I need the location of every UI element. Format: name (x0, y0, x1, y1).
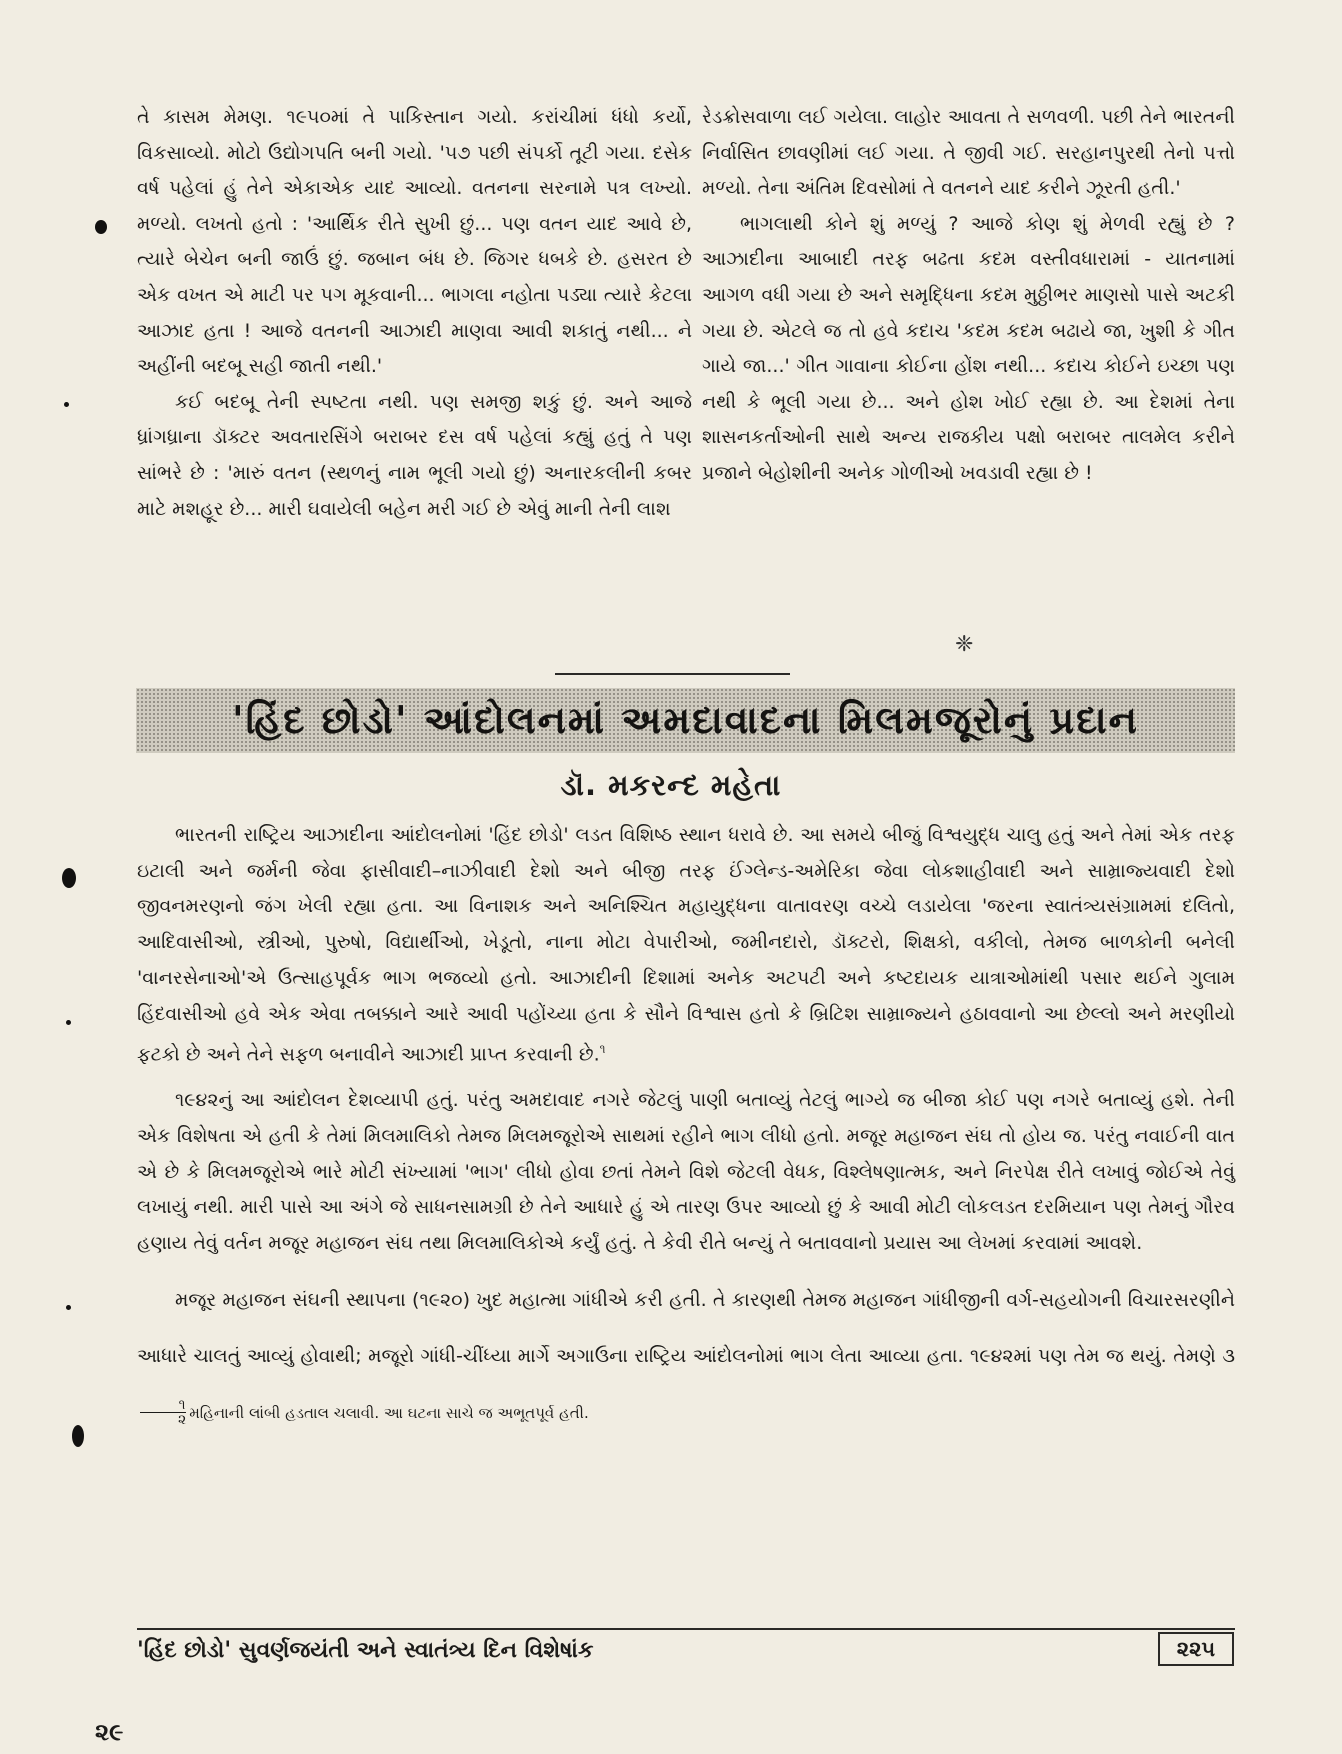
article-paragraph-3 (137, 1272, 1235, 1441)
right-column (702, 100, 1235, 492)
right-paragraph-2: ભાગલાથી કોને શું મળ્યું ? આજે કોણ શું મેળવી રહ્યું છે ? આઝાદીના આબાદી તરફ બઢતા કદમ વસ્તીવધારામાં - યાતનામાં આગળ વધી ગયા છે અને સમૃદ્ધિના કદમ મુઠ્ઠીભર માણસો પાસે અટકી ગયા છે. એટલે જ તો હવે કદાચ 'કદમ કદમ બઢાયે જા, ખુશી કે ગીત ગાયે જા...' ગીત ગાવાના કોઈના હોંશ નથી... કદાચ કોઈને ઇચ્છા પણ નથી કે ભૂલી ગયા છે... અને હોશ ખોઈ રહ્યા છે. આ દેશમાં તેના શાસનકર્તાઓની સાથે અન્ય રાજકીય પક્ષો બરાબર તાલમેલ કરીને પ્રજાને બેહોશીની અનેક ગોળીઓ ખવડાવી રહ્યા છે ! (702, 212, 1235, 484)
article-paragraph-2: ૧૯૪૨નું આ આંદોલન દેશવ્યાપી હતું. પરંતુ અમદાવાદ નગરે જેટલું પાણી બતાવ્યું તેટલું ભાગ્યે જ બીજા કોઈ પણ નગરે બતાવ્યું હશે. તેની એક વિશેષતા એ હતી કે તેમાં મિલમાલિકો તેમજ મિલમજૂરોએ સાથમાં રહીને ભાગ લીધો હતો. મજૂર મહાજન સંઘ તો હોય જ. પરંતુ નવાઈની વાત એ છે કે મિલમજૂરોએ ભારે મોટી સંખ્યામાં 'ભાગ' લીધો હોવા છતાં તેમને વિશે જેટલી વેધક, વિશ્લેષણાત્મક, અને નિરપેક્ષ રીતે લખાવું જોઈએ તેવું લખાયું નથી. મારી પાસે આ અંગે જે સાધનસામગ્રી છે તેને આધારે હું એ તારણ ઉપર આવ્યો છું કે આવી મોટી લોકલડત દરમિયાન પણ તેમનું ગૌરવ હણાય તેવું વર્તન મજૂર મહાજન સંઘ તથા મિલમાલિકોએ કર્યું હતું. તે કેવી રીતે બન્યું તે બતાવવાનો પ્રયાસ આ લેખમાં કરવામાં આવશે. (137, 1089, 1235, 1255)
article-author: ડૉ. મકરન્દ મહેતા (560, 768, 782, 802)
footer-divider (137, 1628, 1235, 1630)
ink-dot-icon (64, 402, 69, 407)
sheet-number: ૨૯ (95, 1718, 124, 1746)
section-end-ornament-icon: ❈ (955, 632, 974, 657)
page-number-box: ૨૨૫ (1158, 1632, 1234, 1666)
left-paragraph-2: કઈ બદબૂ તેની સ્પષ્ટતા નથી. પણ સમજી શકું છું. અને આજે ધ્રાંગધ્રાના ડૉક્ટર અવતારસિંગે બરાબર દસ વર્ષ પહેલાં કહ્યું હતું તે પણ સાંભરે છે : 'મારું વતન (સ્થળનું નામ ભૂલી ગયો છું) અનારકલીની કબર માટે મશહૂર છે... મારી ઘવાયેલી બહેન મરી ગઈ છે એવું માની તેની લાશ (137, 390, 692, 520)
section-divider (555, 673, 790, 675)
right-paragraph-1: રેડક્રોસવાળા લઈ ગયેલા. લાહોર આવતા તે સળવળી. પછી તેને ભારતની નિર્વાસિત છાવણીમાં લઈ ગયા. તે જીવી ગઈ. સરહાનપુરથી તેનો પત્તો મળ્યો. તેના અંતિમ દિવસોમાં તે વતનને યાદ કરીને ઝૂરતી હતી.' (702, 106, 1235, 200)
article-title: 'હિંદ છોડો' આંદોલનમાં અમદાવાદના મિલમજૂરોનું પ્રદાન (232, 698, 1139, 742)
article-body (137, 818, 1235, 1451)
fraction-numerator: ૧ (140, 1398, 186, 1413)
left-paragraph-1: તે કાસમ મેમણ. ૧૯૫૦માં તે પાકિસ્તાન ગયો. કરાંચીમાં ધંધો કર્યો, વિકસાવ્યો. મોટો ઉદ્યોગપતિ બની ગયો. '૫૭ પછી સંપર્કો તૂટી ગયા. દસેક વર્ષ પહેલાં હું તેને એકાએક યાદ આવ્યો. વતનના સરનામે પત્ર લખ્યો. મળ્યો. લખતો હતો : 'આર્થિક રીતે સુખી છું... પણ વતન યાદ આવે છે, ત્યારે બેચેન બની જાઉં છું. જબાન બંધ છે. જિગર ધબકે છે. હસરત છે એક વખત એ માટી પર પગ મૂકવાની... ભાગલા નહોતા પડ્યા ત્યારે કેટલા આઝાદ હતા ! આજે વતનની આઝાદી માણવા આવી શકાતું નથી... ને અહીંની બદબૂ સહી જાતી નથી.' (137, 106, 692, 378)
left-column (137, 100, 692, 527)
fraction-denominator: ૨ (178, 1411, 187, 1428)
footer-issue-title: 'હિંદ છોડો' સુવર્ણજયંતી અને સ્વાતંત્ર્ય દિન વિશેષાંક (137, 1638, 594, 1663)
article-title-band (136, 688, 1235, 753)
ink-dot-icon (66, 1020, 71, 1025)
fraction-half (140, 1398, 186, 1427)
article-paragraph-1 (137, 818, 1235, 1073)
article-paragraph-3-text-b: મહિનાની લાંબી હડતાલ ચલાવી. આ ઘટના સાચે જ અભૂતપૂર્વ હતી. (189, 1403, 589, 1422)
ink-blot-icon (95, 220, 107, 234)
ink-dot-icon (66, 1305, 71, 1310)
article-paragraph-3-text-a: મજૂર મહાજન સંઘની સ્થાપના (૧૯૨૦) ખુદ મહાત્મા ગાંધીએ કરી હતી. તે કારણથી તેમજ મહાજન ગાંધીજીની વર્ગ-સહયોગની વિચારસરણીને આધારે ચાલતું આવ્યું હોવાથી; મજૂરો ગાંધી-ચીંધ્યા માર્ગે અગાઉના રાષ્ટ્રિય આંદોલનોમાં ભાગ લેતા આવ્યા હતા. ૧૯૪૨માં પણ તેમ જ થયું. તેમણે ૩ (137, 1288, 1235, 1367)
ink-blot-icon (62, 868, 76, 888)
article-paragraph-1-text: ભારતની રાષ્ટ્રિય આઝાદીના આંદોલનોમાં 'હિંદ છોડો' લડત વિશિષ્ઠ સ્થાન ધરાવે છે. આ સમયે બીજું વિશ્વયુદ્ધ ચાલુ હતું અને તેમાં એક તરફ ઇટાલી અને જર્મની જેવા ફાસીવાદી–નાઝીવાદી દેશો અને બીજી તરફ ઈંગ્લેન્ડ-અમેરિકા જેવા લોકશાહીવાદી અને સામ્રાજ્યવાદી દેશો જીવનમરણનો જંગ ખેલી રહ્યા હતા. આ વિનાશક અને અનિશ્ચિત મહાયુદ્ધના વાતાવરણ વચ્ચે લડાયેલા 'જરના સ્વાતંત્ર્યસંગ્રામમાં દલિતો, આદિવાસીઓ, સ્ત્રીઓ, પુરુષો, વિદ્યાર્થીઓ, ખેડૂતો, નાના મોટા વેપારીઓ, જમીનદારો, ડૉક્ટરો, શિક્ષકો, વકીલો, તેમજ બાળકોની બનેલી 'વાનરસેનાઓ'એ ઉત્સાહપૂર્વક ભાગ ભજવ્યો હતો. આઝાદીની દિશામાં અનેક અટપટી અને કષ્ટદાયક યાત્રાઓમાંથી પસાર થઈને ગુલામ હિંદવાસીઓ હવે એક એવા તબક્કાને આરે આવી પહોંચ્યા હતા કે સૌને વિશ્વાસ હતો કે બ્રિટિશ સામ્રાજ્યને હઠાવવાનો આ છેલ્લો અને મરણીયો ફટકો છે અને તેને સફળ બનાવીને આઝાદી પ્રાપ્ત કરવાની છે. (137, 824, 1235, 1066)
ink-blot-icon (72, 1425, 84, 1447)
footnote-marker: ૧ (599, 1042, 606, 1057)
